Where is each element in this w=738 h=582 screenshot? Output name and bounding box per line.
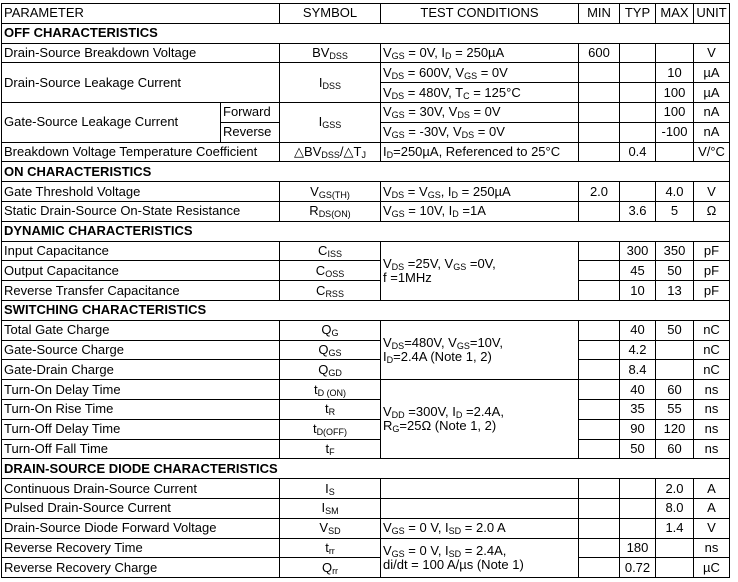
- param-cell: Drain-Source Leakage Current: [2, 63, 280, 103]
- max-cell: 120: [656, 419, 694, 439]
- typ-cell: [620, 83, 656, 103]
- max-cell: 50: [656, 320, 694, 340]
- typ-cell: 0.72: [620, 558, 656, 578]
- max-cell: 60: [656, 380, 694, 400]
- section-title-dynamic: DYNAMIC CHARACTERISTICS: [2, 221, 730, 241]
- symbol-cell: $Q_{GD}$: [280, 360, 381, 380]
- section-row: [2, 23, 730, 43]
- subparam-cell: Reverse: [221, 122, 280, 142]
- unit-cell: ns: [694, 399, 730, 419]
- param-cell: Pulsed Drain-Source Current: [2, 498, 280, 518]
- condition-cell: $V_{DS} = 480V$, $T_C = 125^\circ C$: [381, 83, 579, 103]
- min-cell: [579, 399, 620, 419]
- param-cell: Static Drain-Source On-State Resistance: [2, 201, 280, 221]
- symbol-cell: $I_{GSS}$: [280, 102, 381, 142]
- min-cell: [579, 558, 620, 578]
- table-row: [2, 281, 730, 301]
- section-row: [2, 459, 730, 479]
- section-title-switching: SWITCHING CHARACTERISTICS: [2, 300, 730, 320]
- symbol-cell: $I_S$: [280, 479, 381, 499]
- max-cell: [656, 558, 694, 578]
- symbol-cell: $I_{SM}$: [280, 498, 381, 518]
- symbol-cell: $Q_{rr}$: [280, 558, 381, 578]
- parameter-header: PARAMETER: [2, 4, 280, 24]
- symbol-cell: $t_R$: [280, 399, 381, 419]
- symbol-cell: $C_{RSS}$: [280, 281, 381, 301]
- min-cell: [579, 63, 620, 83]
- unit-cell: pF: [694, 281, 730, 301]
- table-row: [2, 439, 730, 459]
- min-cell: [579, 340, 620, 360]
- table-row: [2, 201, 730, 221]
- characteristics-table: [1, 3, 730, 578]
- table-row: [2, 479, 730, 499]
- symbol-cell: $t_{D(OFF)}$: [280, 419, 381, 439]
- param-cell: Output Capacitance: [2, 261, 280, 281]
- symbol-cell: $R_{DS(ON)}$: [280, 201, 381, 221]
- min-cell: [579, 83, 620, 103]
- typ-cell: [620, 182, 656, 202]
- typ-cell: 45: [620, 261, 656, 281]
- max-cell: [656, 43, 694, 63]
- table-row: [2, 399, 730, 419]
- param-cell: Turn-On Delay Time: [2, 380, 280, 400]
- condition-cell: $V_{GS} = 0$ V, $I_{SD} = 2.0$ A: [381, 518, 579, 538]
- typ-cell: 35: [620, 399, 656, 419]
- unit-cell: V: [694, 43, 730, 63]
- typ-cell: 0.4: [620, 142, 656, 162]
- max-cell: 55: [656, 399, 694, 419]
- condition-cell: $V_{GS} = 0V$, $I_D = 250\mu A$: [381, 43, 579, 63]
- param-cell: Total Gate Charge: [2, 320, 280, 340]
- unit-cell: ns: [694, 419, 730, 439]
- symbol-cell: $Q_{GS}$: [280, 340, 381, 360]
- max-cell: 100: [656, 102, 694, 122]
- min-cell: [579, 518, 620, 538]
- min-cell: [579, 102, 620, 122]
- min-cell: [579, 479, 620, 499]
- max-cell: [656, 142, 694, 162]
- condition-cell: $V_{DS}=480V$, $V_{GS}=10V$, $I_D=2.4A$ (Note 1, 2): [381, 320, 579, 379]
- condition-cell: $V_{DS} = V_{GS}$, $I_D = 250\mu A$: [381, 182, 579, 202]
- param-cell: Breakdown Voltage Temperature Coefficient: [2, 142, 280, 162]
- max-cell: -100: [656, 122, 694, 142]
- typ-cell: 50: [620, 439, 656, 459]
- max-cell: 100: [656, 83, 694, 103]
- unit-cell: ns: [694, 538, 730, 558]
- condition-cell: $V_{DD} =300V$, $I_D =2.4A$, $R_G=25\Omega$ (Note 1, 2): [381, 380, 579, 459]
- unit-cell: µA: [694, 83, 730, 103]
- condition-cell: $V_{GS} = 30V$, $V_{DS} = 0V$: [381, 102, 579, 122]
- symbol-cell: $V_{SD}$: [280, 518, 381, 538]
- unit-cell: pF: [694, 241, 730, 261]
- param-cell: Input Capacitance: [2, 241, 280, 261]
- param-cell: Turn-Off Delay Time: [2, 419, 280, 439]
- unit-cell: µA: [694, 63, 730, 83]
- condition-cell: $V_{GS} = -30V$, $V_{DS} = 0V$: [381, 122, 579, 142]
- param-cell: Drain-Source Diode Forward Voltage: [2, 518, 280, 538]
- min-cell: [579, 380, 620, 400]
- max-cell: [656, 340, 694, 360]
- section-title-diode: DRAIN-SOURCE DIODE CHARACTERISTICS: [2, 459, 730, 479]
- param-cell: Gate-Drain Charge: [2, 360, 280, 380]
- param-cell: Continuous Drain-Source Current: [2, 479, 280, 499]
- min-cell: [579, 419, 620, 439]
- typ-cell: 40: [620, 380, 656, 400]
- table-row: [2, 261, 730, 281]
- typ-cell: [620, 43, 656, 63]
- param-cell: Turn-Off Fall Time: [2, 439, 280, 459]
- unit-header: UNIT: [694, 4, 730, 24]
- typ-cell: 10: [620, 281, 656, 301]
- unit-cell: pF: [694, 261, 730, 281]
- symbol-cell: $t_F$: [280, 439, 381, 459]
- unit-cell: ns: [694, 439, 730, 459]
- typ-header: TYP: [620, 4, 656, 24]
- unit-cell: A: [694, 498, 730, 518]
- symbol-cell: $Q_G$: [280, 320, 381, 340]
- symbol-header: SYMBOL: [280, 4, 381, 24]
- max-cell: 2.0: [656, 479, 694, 499]
- unit-cell: Ω: [694, 201, 730, 221]
- min-cell: [579, 281, 620, 301]
- unit-cell: ns: [694, 380, 730, 400]
- condition-cell: $V_{DS} =25V$, $V_{GS} =0V$, f =1MHz: [381, 241, 579, 300]
- unit-cell: nA: [694, 122, 730, 142]
- typ-cell: 3.6: [620, 201, 656, 221]
- min-cell: [579, 439, 620, 459]
- typ-cell: 180: [620, 538, 656, 558]
- table-row: [2, 498, 730, 518]
- unit-cell: nC: [694, 320, 730, 340]
- typ-cell: 40: [620, 320, 656, 340]
- max-cell: 5: [656, 201, 694, 221]
- section-row: [2, 162, 730, 182]
- table-row: [2, 142, 730, 162]
- min-cell: [579, 538, 620, 558]
- table-row: [2, 63, 730, 83]
- condition-cell: $V_{GS} = 10V$, $I_D =1A$: [381, 201, 579, 221]
- typ-cell: 4.2: [620, 340, 656, 360]
- typ-cell: 8.4: [620, 360, 656, 380]
- typ-cell: [620, 498, 656, 518]
- typ-cell: [620, 518, 656, 538]
- param-cell: Gate Threshold Voltage: [2, 182, 280, 202]
- table-row: [2, 182, 730, 202]
- section-row: [2, 221, 730, 241]
- typ-cell: [620, 63, 656, 83]
- param-cell: Gate-Source Charge: [2, 340, 280, 360]
- condition-cell: [381, 479, 579, 499]
- symbol-cell: $C_{OSS}$: [280, 261, 381, 281]
- typ-cell: [620, 122, 656, 142]
- symbol-cell: $\triangle BV_{DSS}/\triangle T_J$: [280, 142, 381, 162]
- condition-cell: $I_D=250\mu A$, Referenced to 25°C: [381, 142, 579, 162]
- min-cell: [579, 261, 620, 281]
- section-row: [2, 300, 730, 320]
- subparam-cell: Forward: [221, 102, 280, 122]
- typ-cell: [620, 102, 656, 122]
- param-cell: Turn-On Rise Time: [2, 399, 280, 419]
- condition-cell: [381, 498, 579, 518]
- min-cell: [579, 201, 620, 221]
- table-row: [2, 380, 730, 400]
- min-cell: [579, 498, 620, 518]
- max-cell: 10: [656, 63, 694, 83]
- table-row: [2, 558, 730, 578]
- unit-cell: nA: [694, 102, 730, 122]
- min-cell: [579, 142, 620, 162]
- table-row: [2, 102, 730, 122]
- typ-cell: [620, 479, 656, 499]
- symbol-cell: $BV_{DSS}$: [280, 43, 381, 63]
- max-cell: 13: [656, 281, 694, 301]
- unit-cell: nC: [694, 360, 730, 380]
- table-row: [2, 340, 730, 360]
- min-header: MIN: [579, 4, 620, 24]
- symbol-cell: $V_{GS(TH)}$: [280, 182, 381, 202]
- max-header: MAX: [656, 4, 694, 24]
- symbol-cell: $t_{D (ON)}$: [280, 380, 381, 400]
- unit-cell: µC: [694, 558, 730, 578]
- min-cell: [579, 241, 620, 261]
- max-cell: 8.0: [656, 498, 694, 518]
- max-cell: 50: [656, 261, 694, 281]
- min-cell: [579, 320, 620, 340]
- header-row: [2, 4, 730, 24]
- typ-cell: 300: [620, 241, 656, 261]
- symbol-cell: $t_{rr}$: [280, 538, 381, 558]
- table-row: [2, 419, 730, 439]
- param-cell: Gate-Source Leakage Current: [2, 102, 221, 142]
- max-cell: 1.4: [656, 518, 694, 538]
- test-conditions-header: TEST CONDITIONS: [381, 4, 579, 24]
- table-row: [2, 43, 730, 63]
- table-row: [2, 360, 730, 380]
- condition-cell: $V_{GS} = 0$ V, $I_{SD} = 2.4A$, di/dt = 100 A/µs (Note 1): [381, 538, 579, 578]
- max-cell: [656, 360, 694, 380]
- param-cell: Reverse Recovery Charge: [2, 558, 280, 578]
- param-cell: Drain-Source Breakdown Voltage: [2, 43, 280, 63]
- condition-cell: $V_{DS} = 600V$, $V_{GS} = 0V$: [381, 63, 579, 83]
- table-row: [2, 518, 730, 538]
- table-row: [2, 320, 730, 340]
- symbol-cell: $I_{DSS}$: [280, 63, 381, 103]
- max-cell: [656, 538, 694, 558]
- section-title-on: ON CHARACTERISTICS: [2, 162, 730, 182]
- max-cell: 4.0: [656, 182, 694, 202]
- unit-cell: V: [694, 518, 730, 538]
- table-row: [2, 241, 730, 261]
- max-cell: 350: [656, 241, 694, 261]
- typ-cell: 90: [620, 419, 656, 439]
- section-title-off: OFF CHARACTERISTICS: [2, 23, 730, 43]
- min-cell: 600: [579, 43, 620, 63]
- max-cell: 60: [656, 439, 694, 459]
- param-cell: Reverse Transfer Capacitance: [2, 281, 280, 301]
- param-cell: Reverse Recovery Time: [2, 538, 280, 558]
- unit-cell: A: [694, 479, 730, 499]
- unit-cell: V/°C: [694, 142, 730, 162]
- min-cell: 2.0: [579, 182, 620, 202]
- min-cell: [579, 360, 620, 380]
- symbol-cell: $C_{ISS}$: [280, 241, 381, 261]
- min-cell: [579, 122, 620, 142]
- unit-cell: V: [694, 182, 730, 202]
- unit-cell: nC: [694, 340, 730, 360]
- table-row: [2, 538, 730, 558]
